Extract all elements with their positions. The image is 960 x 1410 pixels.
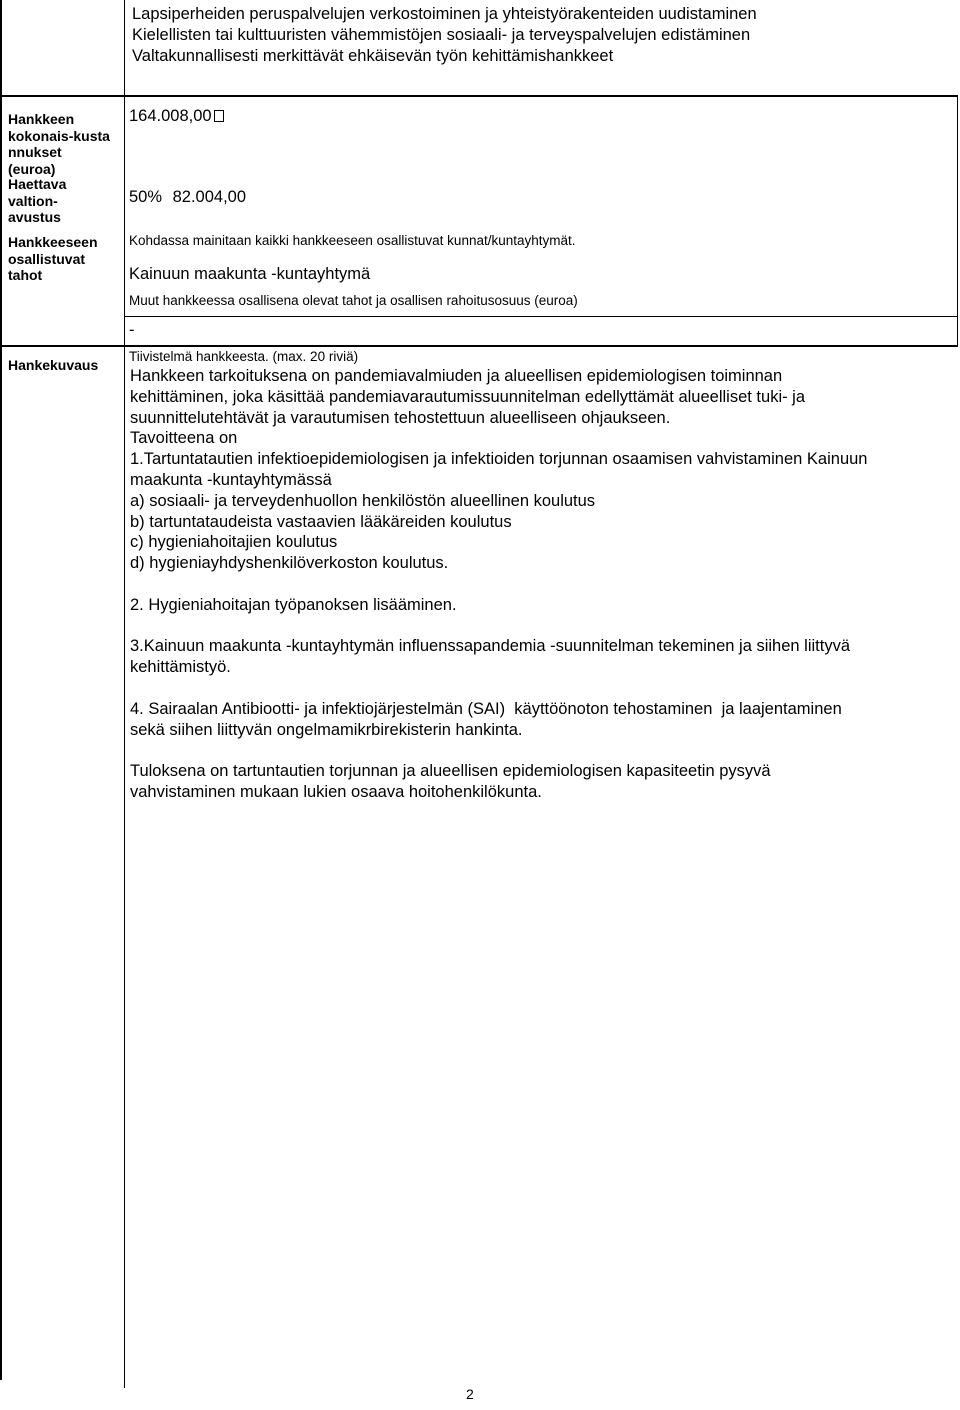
paragraph-gap (130, 616, 945, 637)
total-cost-amount: 164.008,00 (129, 107, 212, 125)
description-line: d) hygieniayhdyshenkilöverkoston koulutus. (130, 554, 449, 573)
page-number: 2 (466, 1386, 474, 1402)
paragraph-gap (130, 574, 945, 595)
other-parties-value: - (129, 321, 135, 339)
label-line: tahot (8, 267, 43, 283)
paragraph-gap (130, 678, 945, 699)
description-line: 4. Sairaalan Antibiootti- ja infektiojärjestelmän (SAI) käyttöönoton tehostaminen ja laajentaminen (130, 699, 842, 718)
grant-value (129, 188, 246, 207)
description-line: sekä siihen liittyvän ongelmamikrbirekisterin hankinta. (130, 720, 523, 739)
description-line: 1.Tartuntatautien infektioepidemiologisen ja infektioiden torjunnan osaamisen vahvistaminen Kainuun (130, 450, 868, 469)
frame-description-separator (0, 345, 958, 347)
description-line: vahvistaminen mukaan lukien osaava hoitohenkilökunta. (130, 782, 542, 801)
grant-percent: 50% (129, 188, 163, 206)
frame-left-border-lower (0, 95, 2, 1380)
frame-right-border (957, 95, 958, 345)
label-line: Haettava (8, 176, 67, 192)
header-line: Lapsiperheiden peruspalvelujen verkostoiminen ja yhteistyörakenteiden uudistaminen (132, 5, 757, 23)
label-total-costs (8, 111, 110, 177)
label-line: osallistuvat (8, 250, 86, 267)
total-cost-value (129, 107, 224, 126)
header-line: Kielellisten tai kulttuuristen vähemmistöjen sosiaali- ja terveyspalvelujen edistäminen (132, 26, 751, 44)
description-line: 2. Hygieniahoitajan työpanoksen lisääminen. (130, 595, 457, 614)
label-line: Hankkeeseen (8, 234, 98, 250)
description-line: kehittäminen, joka käsittää pandemiavarautumissuunnitelman edellyttämät alueelliset tuki- ja (130, 387, 806, 406)
description-instruction: Tiivistelmä hankkeesta. (max. 20 riviä) (129, 349, 359, 364)
description-line: c) hygieniahoitajien koulutus (130, 533, 338, 552)
label-line: (euroa) (8, 160, 56, 177)
project-description-text (130, 366, 945, 803)
description-line: Hankkeen tarkoituksena on pandemiavalmiuden ja alueellisen epidemiologisen toiminnan (130, 367, 783, 385)
frame-left-border (0, 0, 2, 95)
label-line: nnukset (8, 144, 62, 160)
frame-header-separator (0, 95, 958, 97)
label-line: Hankkeen (8, 111, 75, 127)
description-line: Tavoitteena on (130, 429, 238, 448)
label-project-description: Hankekuvaus (8, 357, 99, 373)
header-text (132, 4, 757, 67)
frame-parties-separator (124, 316, 958, 317)
label-grant (8, 176, 66, 226)
label-line: valtion- (8, 192, 58, 209)
description-line: 3.Kainuun maakunta -kuntayhtymän influenssapandemia -suunnitelman tekeminen ja siihen liittyvä (130, 637, 850, 656)
paragraph-gap (130, 740, 945, 761)
label-line: kokonais-kusta (8, 127, 110, 144)
euro-symbol-box (214, 110, 224, 122)
header-line: Valtakunnallisesti merkittävät ehkäisevän työn kehittämishankkeet (132, 47, 614, 65)
label-participants (8, 234, 98, 284)
description-line: suunnittelutehtävät ja varautumisen tehostettuun alueelliseen ohjaukseen. (130, 408, 671, 427)
description-line: kehittämistyö. (130, 658, 231, 677)
description-line: Tuloksena on tartuntautien torjunnan ja alueellisen epidemiologisen kapasiteetin pysyvä (130, 762, 771, 781)
description-line: a) sosiaali- ja terveydenhuollon henkilöstön alueellinen koulutus (130, 491, 596, 510)
grant-amount: 82.004,00 (172, 188, 247, 206)
description-line: b) tartuntataudeista vastaavien lääkäreiden koulutus (130, 512, 512, 531)
frame-column-divider (124, 0, 125, 1388)
description-line: maakunta -kuntayhtymässä (130, 470, 332, 489)
parties-instruction: Kohdassa mainitaan kaikki hankkeeseen osallistuvat kunnat/kuntayhtymät. (129, 233, 576, 248)
parties-main: Kainuun maakunta -kuntayhtymä (129, 265, 371, 283)
label-line: avustus (8, 209, 61, 225)
other-parties-instruction: Muut hankkeessa osallisena olevat tahot ja osallisen rahoitusosuus (euroa) (129, 293, 578, 308)
